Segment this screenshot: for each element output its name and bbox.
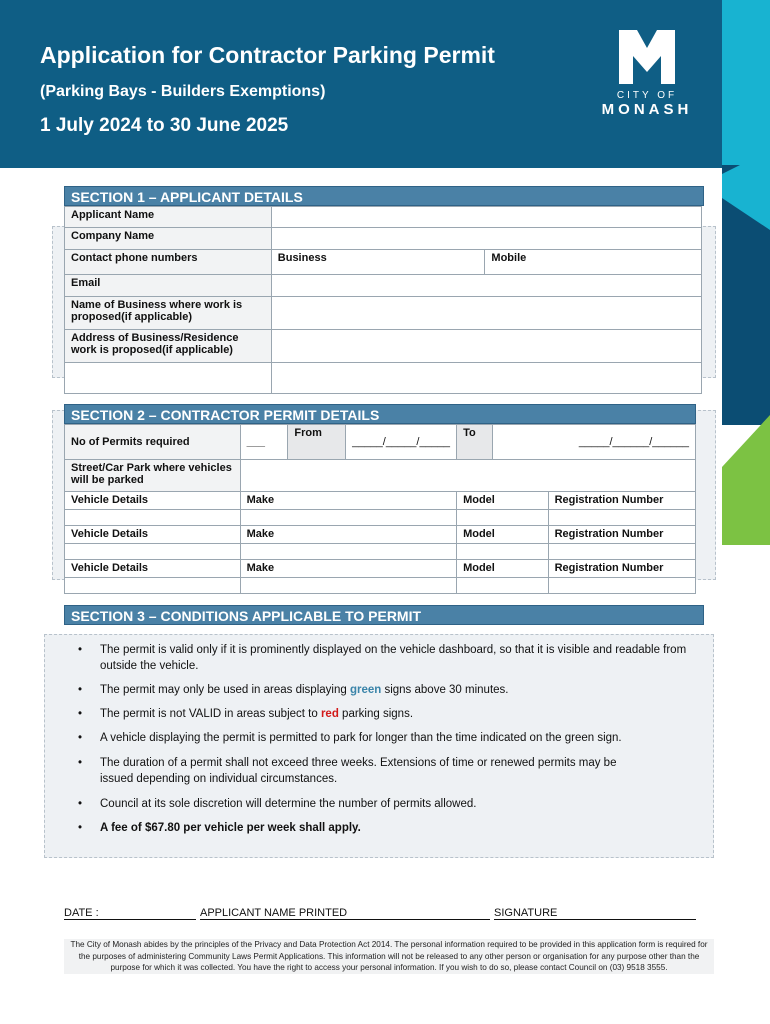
make-label-3: Make bbox=[240, 560, 456, 578]
business-name-label: Name of Business where work is proposed(if applicable) bbox=[65, 297, 272, 330]
vehicle-details-label-1: Vehicle Details bbox=[65, 492, 241, 510]
page-subtitle: (Parking Bays - Builders Exemptions) bbox=[40, 83, 326, 100]
from-date-field[interactable]: _____/_____/_____ bbox=[346, 425, 457, 460]
street-field[interactable] bbox=[240, 460, 695, 492]
email-label: Email bbox=[65, 275, 272, 297]
vehicle-blank-1 bbox=[65, 510, 241, 526]
rego-field-2[interactable] bbox=[548, 544, 695, 560]
model-label-2: Model bbox=[457, 526, 549, 544]
contact-phone-label: Contact phone numbers bbox=[65, 250, 272, 275]
date-field[interactable] bbox=[64, 907, 196, 920]
address-extra-field[interactable] bbox=[271, 363, 701, 394]
email-field[interactable] bbox=[271, 275, 701, 297]
model-field-1[interactable] bbox=[457, 510, 549, 526]
make-field-1[interactable] bbox=[240, 510, 456, 526]
business-phone-field[interactable] bbox=[271, 250, 485, 275]
company-name-label: Company Name bbox=[65, 228, 272, 250]
model-label-3: Model bbox=[457, 560, 549, 578]
rego-label-2: Registration Number bbox=[548, 526, 695, 544]
signature-label: SIGNATURE bbox=[494, 907, 558, 919]
num-permits-label: No of Permits required bbox=[65, 425, 241, 460]
applicant-details-table bbox=[64, 206, 702, 394]
condition-text: A vehicle displaying the permit is permitted to park for longer than the time indicated on the green sign. bbox=[100, 732, 622, 744]
condition-item bbox=[78, 755, 640, 787]
section2-heading: SECTION 2 – CONTRACTOR PERMIT DETAILS bbox=[64, 404, 696, 424]
signature-field[interactable] bbox=[494, 907, 696, 920]
num-permits-field[interactable]: ___ bbox=[240, 425, 288, 460]
to-label: To bbox=[457, 425, 493, 460]
section1-heading: SECTION 1 – APPLICANT DETAILS bbox=[64, 186, 704, 206]
rego-label-3: Registration Number bbox=[548, 560, 695, 578]
conditions-list bbox=[78, 642, 700, 836]
rego-field-1[interactable] bbox=[548, 510, 695, 526]
condition-item bbox=[78, 682, 700, 698]
make-label-1: Make bbox=[240, 492, 456, 510]
vehicle-details-label-3: Vehicle Details bbox=[65, 560, 241, 578]
rego-field-3[interactable] bbox=[548, 578, 695, 594]
business-name-field[interactable] bbox=[271, 297, 701, 330]
to-date-field[interactable]: _____/______/______ bbox=[492, 425, 695, 460]
applicant-printed-label: APPLICANT NAME PRINTED bbox=[200, 907, 348, 919]
condition-item bbox=[78, 706, 700, 722]
fee-text: A fee of $67.80 per vehicle per week shall apply. bbox=[100, 822, 361, 834]
make-field-3[interactable] bbox=[240, 578, 456, 594]
address-label: Address of Business/Residence work is proposed(if applicable) bbox=[65, 330, 272, 363]
logo-city: CITY OF bbox=[616, 90, 678, 101]
side-accent-green bbox=[722, 415, 770, 545]
condition-item bbox=[78, 820, 700, 836]
logo-monash: MONASH bbox=[601, 101, 693, 118]
condition-item bbox=[78, 796, 700, 812]
monash-logo bbox=[592, 26, 702, 126]
from-label: From bbox=[288, 425, 346, 460]
street-label: Street/Car Park where vehicles will be parked bbox=[65, 460, 241, 492]
address-field[interactable] bbox=[271, 330, 701, 363]
vehicle-blank-3 bbox=[65, 578, 241, 594]
model-field-2[interactable] bbox=[457, 544, 549, 560]
applicant-name-label: Applicant Name bbox=[65, 207, 272, 228]
green-word: green bbox=[349, 684, 382, 696]
page-title: Application for Contractor Parking Permit bbox=[40, 42, 495, 68]
condition-text: The permit is valid only if it is prominently displayed on the vehicle dashboard, so that it is visible and readable from outside the vehicle. bbox=[100, 644, 687, 672]
condition-item bbox=[78, 730, 700, 746]
condition-text: The permit may only be used in areas displaying bbox=[100, 684, 350, 696]
address-extra-label bbox=[65, 363, 272, 394]
bullet-icon: • bbox=[78, 732, 83, 744]
bullet-icon: • bbox=[78, 708, 83, 720]
header-accent bbox=[722, 0, 770, 175]
applicant-name-field[interactable] bbox=[271, 207, 701, 228]
applicant-name-printed-field[interactable] bbox=[200, 907, 490, 920]
bullet-icon: • bbox=[78, 798, 83, 810]
company-name-field[interactable] bbox=[271, 228, 701, 250]
model-label-1: Model bbox=[457, 492, 549, 510]
condition-text: signs above 30 minutes. bbox=[381, 684, 509, 696]
model-field-3[interactable] bbox=[457, 578, 549, 594]
bullet-icon: • bbox=[78, 644, 83, 656]
bullet-icon: • bbox=[78, 757, 83, 769]
make-field-2[interactable] bbox=[240, 544, 456, 560]
condition-text: The duration of a permit shall not exceed three weeks. Extensions of time or renewed permits may be issued depending on individual circumstances. bbox=[100, 757, 617, 785]
permit-period: 1 July 2024 to 30 June 2025 bbox=[40, 115, 289, 136]
red-word: red bbox=[320, 708, 339, 720]
monash-logo-icon bbox=[617, 26, 677, 86]
bullet-icon: • bbox=[78, 822, 83, 834]
date-label: DATE : bbox=[64, 907, 99, 919]
privacy-statement: The City of Monash abides by the principles of the Privacy and Data Protection Act 2014. The personal information required to be provided in this application form is required for the purposes of administering Community Laws Permit Applications. This information will not be released to any other person or organisation for any purpose other than the purpose for which it was collected. You have the right to access your personal information. If you wish to do so, please contact Council on (03) 9518 3555. bbox=[64, 939, 714, 974]
section3-heading: SECTION 3 – CONDITIONS APPLICABLE TO PERMIT bbox=[64, 605, 704, 625]
make-label-2: Make bbox=[240, 526, 456, 544]
condition-item bbox=[78, 642, 700, 674]
permit-details-table bbox=[64, 424, 696, 594]
mobile-phone-label: Mobile bbox=[491, 252, 527, 264]
rego-label-1: Registration Number bbox=[548, 492, 695, 510]
condition-text: parking signs. bbox=[338, 708, 414, 720]
condition-text: Council at its sole discretion will determine the number of permits allowed. bbox=[100, 798, 477, 810]
vehicle-details-label-2: Vehicle Details bbox=[65, 526, 241, 544]
condition-text: The permit is not VALID in areas subject to bbox=[100, 708, 321, 720]
business-phone-label: Business bbox=[277, 252, 327, 264]
bullet-icon: • bbox=[78, 684, 83, 696]
vehicle-blank-2 bbox=[65, 544, 241, 560]
mobile-phone-field[interactable] bbox=[485, 250, 702, 275]
